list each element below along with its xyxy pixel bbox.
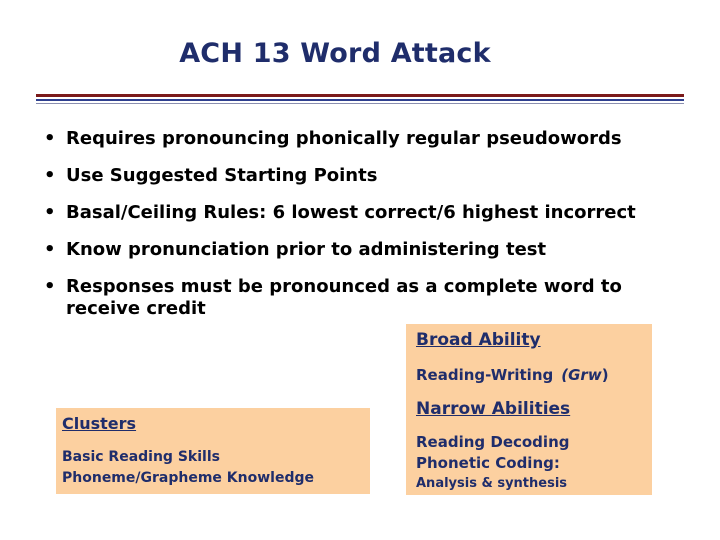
narrow-ability-2: Phonetic Coding: xyxy=(416,454,560,472)
cluster-item-1: Basic Reading Skills xyxy=(62,449,220,465)
bullet-text: Know pronunciation prior to administering test xyxy=(66,239,547,260)
clusters-box xyxy=(56,408,370,494)
title-divider-top xyxy=(36,94,684,97)
narrow-ability-1: Reading Decoding xyxy=(416,433,570,451)
bullet-item xyxy=(44,165,694,187)
broad-ability-line xyxy=(416,366,609,384)
narrow-abilities-heading: Narrow Abilities xyxy=(416,399,571,419)
bullet-text: Requires pronouncing phonically regular pseudowords xyxy=(66,128,622,149)
broad-ability-heading: Broad Ability xyxy=(416,330,541,350)
narrow-ability-3: Analysis & synthesis xyxy=(416,476,568,491)
bullet-dot-icon: • xyxy=(44,239,56,260)
bullet-item xyxy=(44,239,694,261)
bullet-dot-icon: • xyxy=(44,202,56,223)
ability-code-close: ) xyxy=(601,366,609,384)
bullet-item xyxy=(44,202,694,224)
bullet-item xyxy=(44,128,694,150)
broad-ability-box xyxy=(406,324,652,495)
bullet-list xyxy=(44,128,694,335)
bullet-text: Responses must be pronounced as a complete word to receive credit xyxy=(66,276,622,319)
title-divider-middle xyxy=(36,99,684,101)
broad-ability-name: Reading-Writing xyxy=(416,366,554,384)
bullet-text: Use Suggested Starting Points xyxy=(66,165,378,186)
bullet-text: Basal/Ceiling Rules: 6 lowest correct/6 highest incorrect xyxy=(66,202,636,223)
slide-title: ACH 13 Word Attack xyxy=(179,38,491,69)
cluster-item-2: Phoneme/Grapheme Knowledge xyxy=(62,470,314,486)
bullet-dot-icon: • xyxy=(44,165,56,186)
bullet-dot-icon: • xyxy=(44,128,56,149)
bullet-item xyxy=(44,276,686,320)
bullet-dot-icon: • xyxy=(44,276,56,297)
title-divider-bottom xyxy=(36,103,684,104)
ability-code: Grw xyxy=(568,366,602,384)
ability-code-open: ( xyxy=(561,366,569,384)
clusters-heading: Clusters xyxy=(62,414,137,433)
